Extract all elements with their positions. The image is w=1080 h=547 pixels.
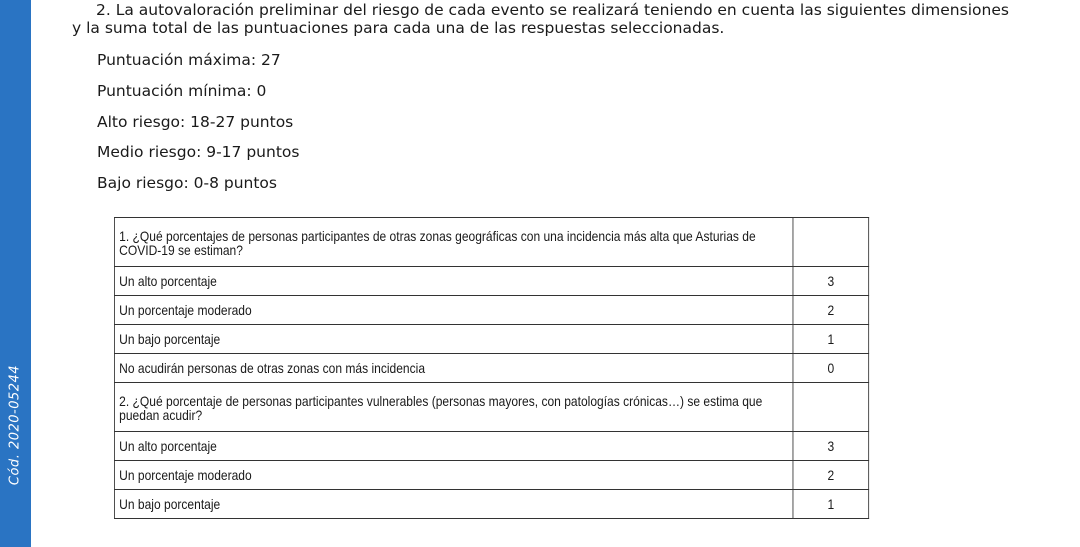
answer-text: Un alto porcentaje bbox=[114, 432, 793, 461]
answer-text: Un porcentaje moderado bbox=[114, 296, 793, 325]
answer-text: Un alto porcentaje bbox=[114, 267, 793, 296]
answer-text: Un bajo porcentaje bbox=[114, 490, 793, 519]
document-code: Cód. 2020-05244 bbox=[7, 364, 23, 486]
answer-text: No acudirán personas de otras zonas con más incidencia bbox=[114, 354, 793, 383]
answer-text: Un bajo porcentaje bbox=[114, 325, 793, 354]
answer-score: 1 bbox=[793, 490, 869, 519]
intro-line-2: y la suma total de las puntuaciones para cada una de las respuestas seleccionadas. bbox=[72, 19, 725, 37]
answer-score: 2 bbox=[793, 296, 869, 325]
answer-row bbox=[114, 490, 868, 519]
high-risk-range: Alto riesgo: 18-27 puntos bbox=[97, 113, 294, 131]
intro-line-1: 2. La autovaloración preliminar del riesgo de cada evento se realizará teniendo en cuenta las siguientes dimensiones bbox=[96, 1, 1009, 19]
answer-row bbox=[114, 296, 868, 325]
risk-table bbox=[114, 217, 869, 519]
min-score: Puntuación mínima: 0 bbox=[97, 82, 267, 100]
question-score-cell bbox=[793, 383, 869, 432]
answer-row bbox=[114, 325, 868, 354]
question-row bbox=[114, 218, 868, 267]
answer-score: 3 bbox=[793, 432, 869, 461]
side-bar bbox=[0, 0, 31, 547]
answer-row bbox=[114, 432, 868, 461]
answer-score: 2 bbox=[793, 461, 869, 490]
answer-text: Un porcentaje moderado bbox=[114, 461, 793, 490]
question-score-cell bbox=[793, 218, 869, 267]
max-score: Puntuación máxima: 27 bbox=[97, 51, 281, 69]
question-row bbox=[114, 383, 868, 432]
answer-row bbox=[114, 354, 868, 383]
answer-score: 1 bbox=[793, 325, 869, 354]
answer-row bbox=[114, 461, 868, 490]
answer-score: 3 bbox=[793, 267, 869, 296]
question-1: 1. ¿Qué porcentajes de personas participantes de otras zonas geográficas con una incidencia más alta que Asturias de COVID-19 se estiman? bbox=[114, 218, 793, 267]
answer-row bbox=[114, 267, 868, 296]
intro-paragraph bbox=[72, 1, 1052, 37]
question-2: 2. ¿Qué porcentaje de personas participantes vulnerables (personas mayores, con patologías crónicas…) se estima que puedan acudir? bbox=[114, 383, 793, 432]
medium-risk-range: Medio riesgo: 9-17 puntos bbox=[97, 143, 300, 161]
answer-score: 0 bbox=[793, 354, 869, 383]
low-risk-range: Bajo riesgo: 0-8 puntos bbox=[97, 174, 277, 192]
